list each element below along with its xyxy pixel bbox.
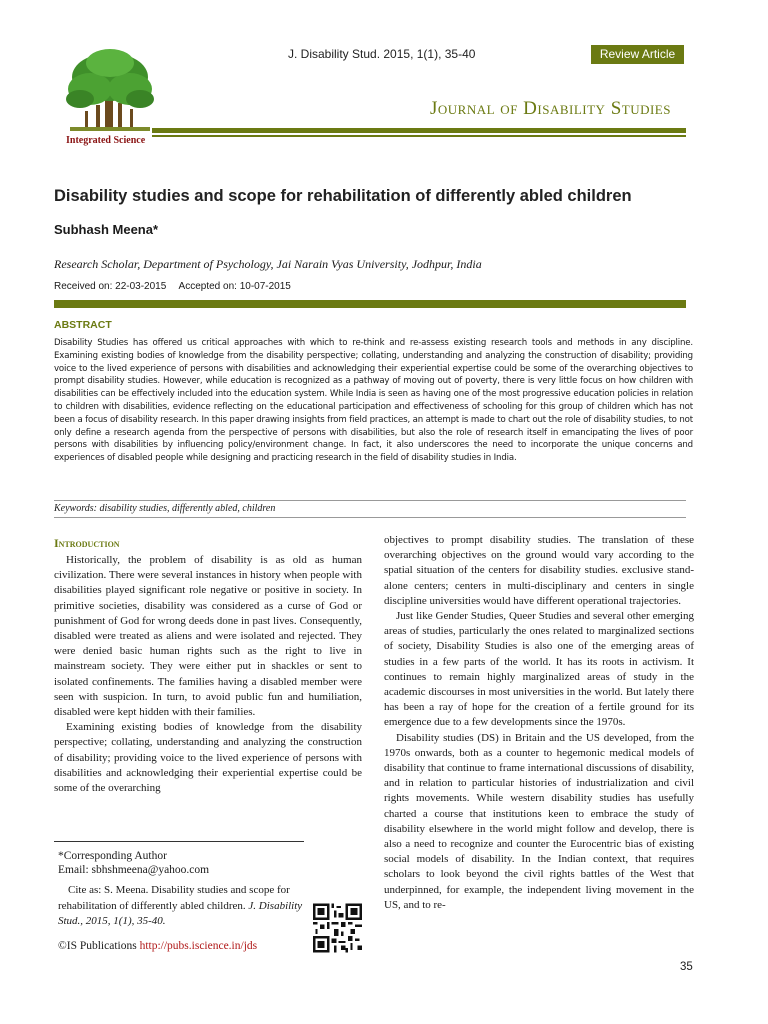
keywords-divider-top [54,500,686,501]
article-dates [54,281,301,292]
qr-code-icon [313,902,362,954]
article-type-badge: Review Article [591,45,684,64]
abstract-heading: ABSTRACT [54,319,112,331]
corresponding-author-label: *Corresponding Author [58,850,167,862]
logo-text: Integrated Science [66,135,146,146]
header-divider [152,128,686,138]
footnote-divider [54,841,304,842]
received-date: Received on: 22-03-2015 [54,281,167,292]
accepted-date: Accepted on: 10-07-2015 [178,281,291,292]
cite-as-text: Cite as: S. Meena. Disability studies and scope for rehabilitation of differently abled children. [58,884,290,912]
abstract-divider [54,300,686,308]
body-column-right [384,533,694,913]
body-paragraph: Examining existing bodies of knowledge from the disability perspective; collating, understanding and analyzing the construction of disability; providing voice to the lived experience of persons with disabilities and acknowledging their experiential expertise could be some of the overarching [54,721,362,795]
publisher-link[interactable]: http://pubs.iscience.in/jds [139,940,258,952]
publisher-name: ©IS Publications [58,940,137,952]
corresponding-author-note [58,849,209,877]
body-paragraph: Disability studies (DS) in Britain and the US developed, from the 1970s onwards, both as a counter to hegemonic medical models of disability that continue to frame international discussions of disability, and in relation to particular histories of industrialization and civil rights movements. While western disability studies has usefully charted a course that institutions keen to embrace the study of disability elsewhere in the world might follow and develop, there is also a need to recognize and counter the Eurocentric bias of existing social models of disability. In the Indian context, that requires scholars to look beyond the civil rights battles of the West that underpinned, for example, the independent living movement in the US, and to re- [384,731,694,911]
corresponding-author-email: Email: sbhshmeena@yahoo.com [58,864,210,876]
keywords: Keywords: disability studies, differently abled, children [54,503,276,514]
page-number: 35 [680,961,693,973]
body-paragraph: Historically, the problem of disability is as old as human civilization. There were several instances in history when people with disabilities played significant role negative or positive in society. In primitive societies, disability was considered as a curse of God or punishment of God for wrong deeds done in past lives. Consequently, disabled were treated as aliens and were isolated and rejected. They were denied basic human rights such as the right to live in mainstream society. They were either put in shackles or sent to isolated confinements. The families having a disabled member were seen with suspicion. In turn, to avoid public fun and humiliation, disabled were kept hidden with their families. [54,554,362,719]
section-heading-introduction: Introduction [54,536,120,550]
author-affiliation: Research Scholar, Department of Psychology, Jai Narain Vyas University, Jodhpur, India [54,257,482,271]
cite-as-journal: J. Disability Stud., 2015, 1(1), 35-40. [58,899,303,927]
journal-citation: J. Disability Stud. 2015, 1(1), 35-40 [288,47,476,61]
body-paragraph: Just like Gender Studies, Queer Studies and several other emerging areas of studies, particularly the ones related to marginalized sections of society, Disability Studies is also one of the emerging areas of studies in a few parts of the world. It has its roots in activism. It continues to remain highly marginalized areas of study in the academic discourses in most universities in the world. But lately there has been a ray of hope for the creation of a fertile ground for its emergence due to a few developments since the 1970s. [384,610,694,729]
keywords-divider [54,517,686,518]
abstract-text: Disability Studies has offered us critical approaches with which to re-think and re-assess existing research tools and methods in any discipline. Examining existing bodies of knowledge from the disability perspective; collating, understanding and analyzing the construction of disability; providing voice to the lived experience of persons with disabilities and acknowledging their experiential expertise could be some of the overarching objectives to prompt disability studies. However, while education is recognized as a pathway of moving out of poverty, there is very little focus on how children with disabilities can be effectively included into the education system. While India is seen as having one of the most progressive education policies in relation to children with disabilities, evidence reflecting on the educational participation and effectiveness of schooling for this group of children which has not been a focus of disability research. In this paper drawing insights from field practices, an attempt is made to chart out the role of disability studies, to not only define a research agenda from the perspective of persons with disabilities, but also the role of research itself in emancipating the lives of poor persons with disabilities by influencing policy/environment change. In fact, it also underscores the need to incorporate the unique concerns and experiences of disabled people while designing and practicing research in the field of disability studies in India. [54,338,693,464]
publisher-line [58,940,257,952]
body-paragraph-continued: objectives to prompt disability studies. The translation of these overarching objectives on the ground would vary according to the spatial situation of the centers for disability studies. exclusive stand-alone centers; centers in multi-disciplinary and centers in single discipline universities would have different operational trajectories. [384,534,694,607]
paper-title: Disability studies and scope for rehabilitation of differently abled children [54,187,632,205]
body-column-left [54,553,362,796]
cite-as [58,883,308,930]
author-name: Subhash Meena* [54,222,159,237]
journal-name: Journal of Disability Studies [430,98,671,119]
